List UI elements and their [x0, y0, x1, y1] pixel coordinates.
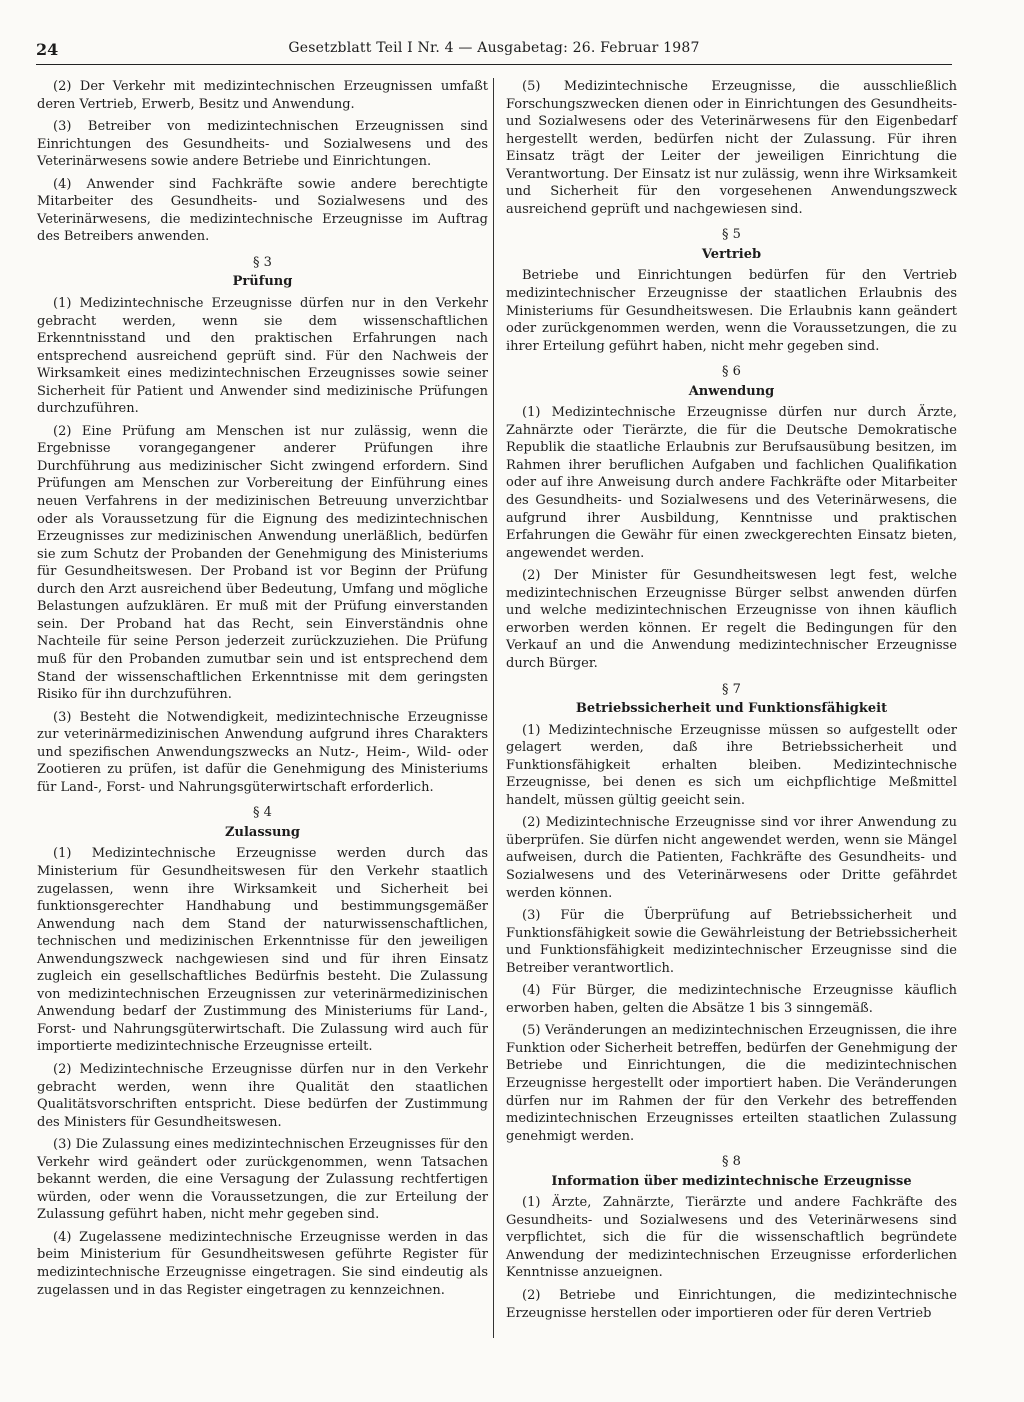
- paragraph: (1) Medizintechnische Erzeugnisse dürfen nur durch Ärzte, Zahnärzte oder Tierärzte, die für die Deutsche Demokratische Republik die staatliche Erlaubnis zur Berufsausübung besitzen, im Rahmen ihrer beruflichen Aufgaben und fachlichen Qualifikation oder auf ihre Anweisung durch andere Fachkräfte oder Mitarbeiter des Gesundheits- und Sozialwesens und des Veterinärwesens, die aufgrund ihrer Ausbildung, Kenntnisse und praktischen Erfahrungen die Gewähr für einen zweckgerechten Einsatz bieten, angewendet werden.: [506, 405, 957, 561]
- section-number: § 8: [722, 1154, 741, 1170]
- section-title: Anwendung: [688, 383, 775, 399]
- section-title: Betriebssicherheit und Funktionsfähigkeit: [575, 701, 888, 717]
- section-number: § 4: [253, 805, 272, 821]
- paragraph: (2) Der Minister für Gesundheitswesen legt fest, welche medizintechnischen Erzeugnisse Bürger selbst anwenden dürfen und welche medizintechnischen Erzeugnisse von ihnen käuflich erworben werden können. Er regelt die Bedingungen für den Verkauf an und die Anwendung medizintechnischer Erzeugnisse durch Bürger.: [506, 568, 957, 671]
- column-divider: [493, 78, 494, 1338]
- section-number: § 5: [722, 227, 741, 243]
- section-number: § 7: [722, 681, 741, 697]
- paragraph: (1) Medizintechnische Erzeugnisse werden durch das Ministerium für Gesundheitswesen für den Verkehr staatlich zugelassen, wenn ihre Wirksamkeit und Sicherheit bei funktionsgerechter Handhabung und bestimmungsgemäßer Anwendung nach dem Stand der naturwissenschaftlichen, technischen und medizinischen Erkenntnisse für den jeweiligen Anwendungszweck nachgewiesen sind und für ihren Einsatz zugleich ein gesellschaftliches Bedürfnis besteht. Die Zulassung von medizintechnischen Erzeugnissen zur veterinärmedizinischen Anwendung bedarf der Zustimmung des Ministeriums für Land-, Forst- und Nahrungsgüterwirtschaft. Die Zulassung wird auch für importierte medizintechnische Erzeugnisse erteilt.: [37, 846, 488, 1055]
- section-title: Vertrieb: [701, 246, 762, 262]
- paragraph: (4) Für Bürger, die medizintechnische Erzeugnisse käuflich erworben haben, gelten die Absätze 1 bis 3 sinngemäß.: [506, 983, 957, 1016]
- paragraph: (2) Eine Prüfung am Menschen ist nur zulässig, wenn die Ergebnisse vorangegangener anderer Prüfungen ihre Durchführung aus medizinischer Sicht zwingend erfordern. Sind Prüfungen am Menschen zur Vorbereitung der Einführung eines neuen Verfahrens in der medizinischen Betreuung unverzichtbar oder als Voraussetzung für die Eignung des medizintechnischen Erzeugnisses zur medizinischen Anwendung unerläßlich, bedürfen sie zum Schutz der Probanden der Genehmigung des Ministeriums für Gesundheitswesen. Der Proband ist vor Beginn der Prüfung durch den Arzt ausreichend über Bedeutung, Umfang und mögliche Belastungen aufzuklären. Er muß mit der Prüfung einverstanden sein. Der Proband hat das Recht, sein Einverständnis ohne Nachteile für seine Person jederzeit zurückzuziehen. Die Prüfung muß für den Probanden zumutbar sein und ist entsprechend dem Stand der wissenschaftlichen Erkenntnisse mit dem geringsten Risiko für ihn durchzuführen.: [37, 423, 488, 703]
- page-number: 24: [36, 40, 59, 59]
- section-title: Zulassung: [225, 824, 300, 840]
- section-title: Prüfung: [232, 274, 293, 290]
- right-column: [506, 78, 957, 1327]
- paragraph: (5) Veränderungen an medizintechnischen Erzeugnissen, die ihre Funktion oder Sicherheit betreffen, bedürfen der Genehmigung der Betriebe und Einrichtungen, die die medizintechnischen Erzeugnisse hergestellt oder importiert haben. Die Veränderungen dürfen nur im Rahmen der für den Verkehr des betreffenden medizintechnischen Erzeugnisses erteilten staatlichen Zulassung genehmigt werden.: [506, 1023, 957, 1144]
- page-header: [36, 40, 952, 65]
- running-title: Gesetzblatt Teil I Nr. 4 — Ausgabetag: 26. Februar 1987: [288, 40, 700, 56]
- section-title: Information über medizintechnische Erzeugnisse: [551, 1173, 912, 1189]
- section-number: § 3: [253, 254, 272, 270]
- paragraph: Betriebe und Einrichtungen bedürfen für den Vertrieb medizintechnischer Erzeugnisse der staatlichen Erlaubnis des Ministeriums für Gesundheitswesen. Die Erlaubnis kann geändert oder zurückgenommen werden, wenn die Voraussetzungen, die zu ihrer Erteilung geführt haben, nicht mehr gegeben sind.: [506, 268, 957, 354]
- section-number: § 6: [722, 364, 741, 380]
- paragraph: (3) Für die Überprüfung auf Betriebssicherheit und Funktionsfähigkeit sowie die Gewährleistung der Betriebssicherheit und Funktionsfähigkeit medizintechnischer Erzeugnisse sind die Betreiber verantwortlich.: [506, 908, 957, 976]
- paragraph: (2) Der Verkehr mit medizintechnischen Erzeugnissen umfaßt deren Vertrieb, Erwerb, Besitz und Anwendung.: [37, 79, 488, 112]
- paragraph: (3) Betreiber von medizintechnischen Erzeugnissen sind Einrichtungen des Gesundheits- und Sozialwesens und des Veterinärwesens sowie andere Betriebe und Einrichtungen.: [37, 119, 488, 170]
- paragraph: (1) Medizintechnische Erzeugnisse dürfen nur in den Verkehr gebracht werden, wenn sie dem wissenschaftlichen Erkenntnisstand und den praktischen Erfahrungen nach entsprechend ausreichend geprüft sind. Für den Nachweis der Wirksamkeit eines medizintechnischen Erzeugnisses sowie seiner Sicherheit für Patient und Anwender sind medizinische Prüfungen durchzuführen.: [37, 296, 488, 417]
- paragraph: (2) Medizintechnische Erzeugnisse dürfen nur in den Verkehr gebracht werden, wenn ihre Qualität den staatlichen Qualitätsvorschriften entspricht. Diese bedürfen der Zustimmung des Ministers für Gesundheitswesen.: [37, 1061, 488, 1130]
- left-column: [37, 78, 488, 1304]
- paragraph: (3) Besteht die Notwendigkeit, medizintechnische Erzeugnisse zur veterinärmedizinischen Anwendung aufgrund ihres Charakters und spezifischen Anwendungszwecks an Nutz-, Heim-, Wild- oder Zootieren zu prüfen, ist dafür die Genehmigung des Ministeriums für Land-, Forst- und Nahrungsgüterwirtschaft erforderlich.: [37, 709, 488, 795]
- paragraph: (4) Zugelassene medizintechnische Erzeugnisse werden in das beim Ministerium für Gesundheitswesen geführte Register für medizintechnische Erzeugnisse eingetragen. Sie sind eindeutig als zugelassen und in das Register eingetragen zu kennzeichnen.: [37, 1229, 488, 1298]
- paragraph: (4) Anwender sind Fachkräfte sowie andere berechtigte Mitarbeiter des Gesundheits- und Sozialwesens und des Veterinärwesens, die medizintechnische Erzeugnisse im Auftrag des Betreibers anwenden.: [37, 176, 488, 245]
- paragraph: (2) Betriebe und Einrichtungen, die medizintechnische Erzeugnisse herstellen oder importieren oder für deren Vertrieb: [506, 1288, 957, 1321]
- paragraph: (2) Medizintechnische Erzeugnisse sind vor ihrer Anwendung zu überprüfen. Sie dürfen nicht angewendet werden, wenn sie Mängel aufweisen, durch die Patienten, Fachkräfte des Gesundheits- und Sozialwesens und des Veterinärwesens oder Dritte gefährdet werden können.: [506, 815, 957, 901]
- paragraph: (1) Ärzte, Zahnärzte, Tierärzte und andere Fachkräfte des Gesundheits- und Sozialwesens und des Veterinärwesens sind verpflichtet, sich die für die wissenschaftlich begründete Anwendung der medizintechnischen Erzeugnisse erforderlichen Kenntnisse anzueignen.: [506, 1195, 957, 1281]
- paragraph: (3) Die Zulassung eines medizintechnischen Erzeugnisses für den Verkehr wird geändert oder zurückgenommen, wenn Tatsachen bekannt werden, die eine Versagung der Zulassung rechtfertigen würden, oder wenn die Voraussetzungen, die zur Erteilung der Zulassung geführt haben, nicht mehr gegeben sind.: [37, 1137, 488, 1223]
- paragraph: (1) Medizintechnische Erzeugnisse müssen so aufgestellt oder gelagert werden, daß ihre Betriebssicherheit und Funktionsfähigkeit erhalten bleiben. Medizintechnische Erzeugnisse, bei denen es sich um eichpflichtige Meßmittel handelt, müssen gültig geeicht sein.: [506, 722, 957, 808]
- paragraph: (5) Medizintechnische Erzeugnisse, die ausschließlich Forschungszwecken dienen oder in Einrichtungen des Gesundheits- und Sozialwesens oder des Veterinärwesens für den Eigenbedarf hergestellt werden, bedürfen nicht der Zulassung. Für ihren Einsatz trägt der Leiter der jeweiligen Einrichtung die Verantwortung. Der Einsatz ist nur zulässig, wenn ihre Wirksamkeit und Sicherheit für den vorgesehenen Anwendungszweck ausreichend geprüft und nachgewiesen sind.: [506, 79, 957, 217]
